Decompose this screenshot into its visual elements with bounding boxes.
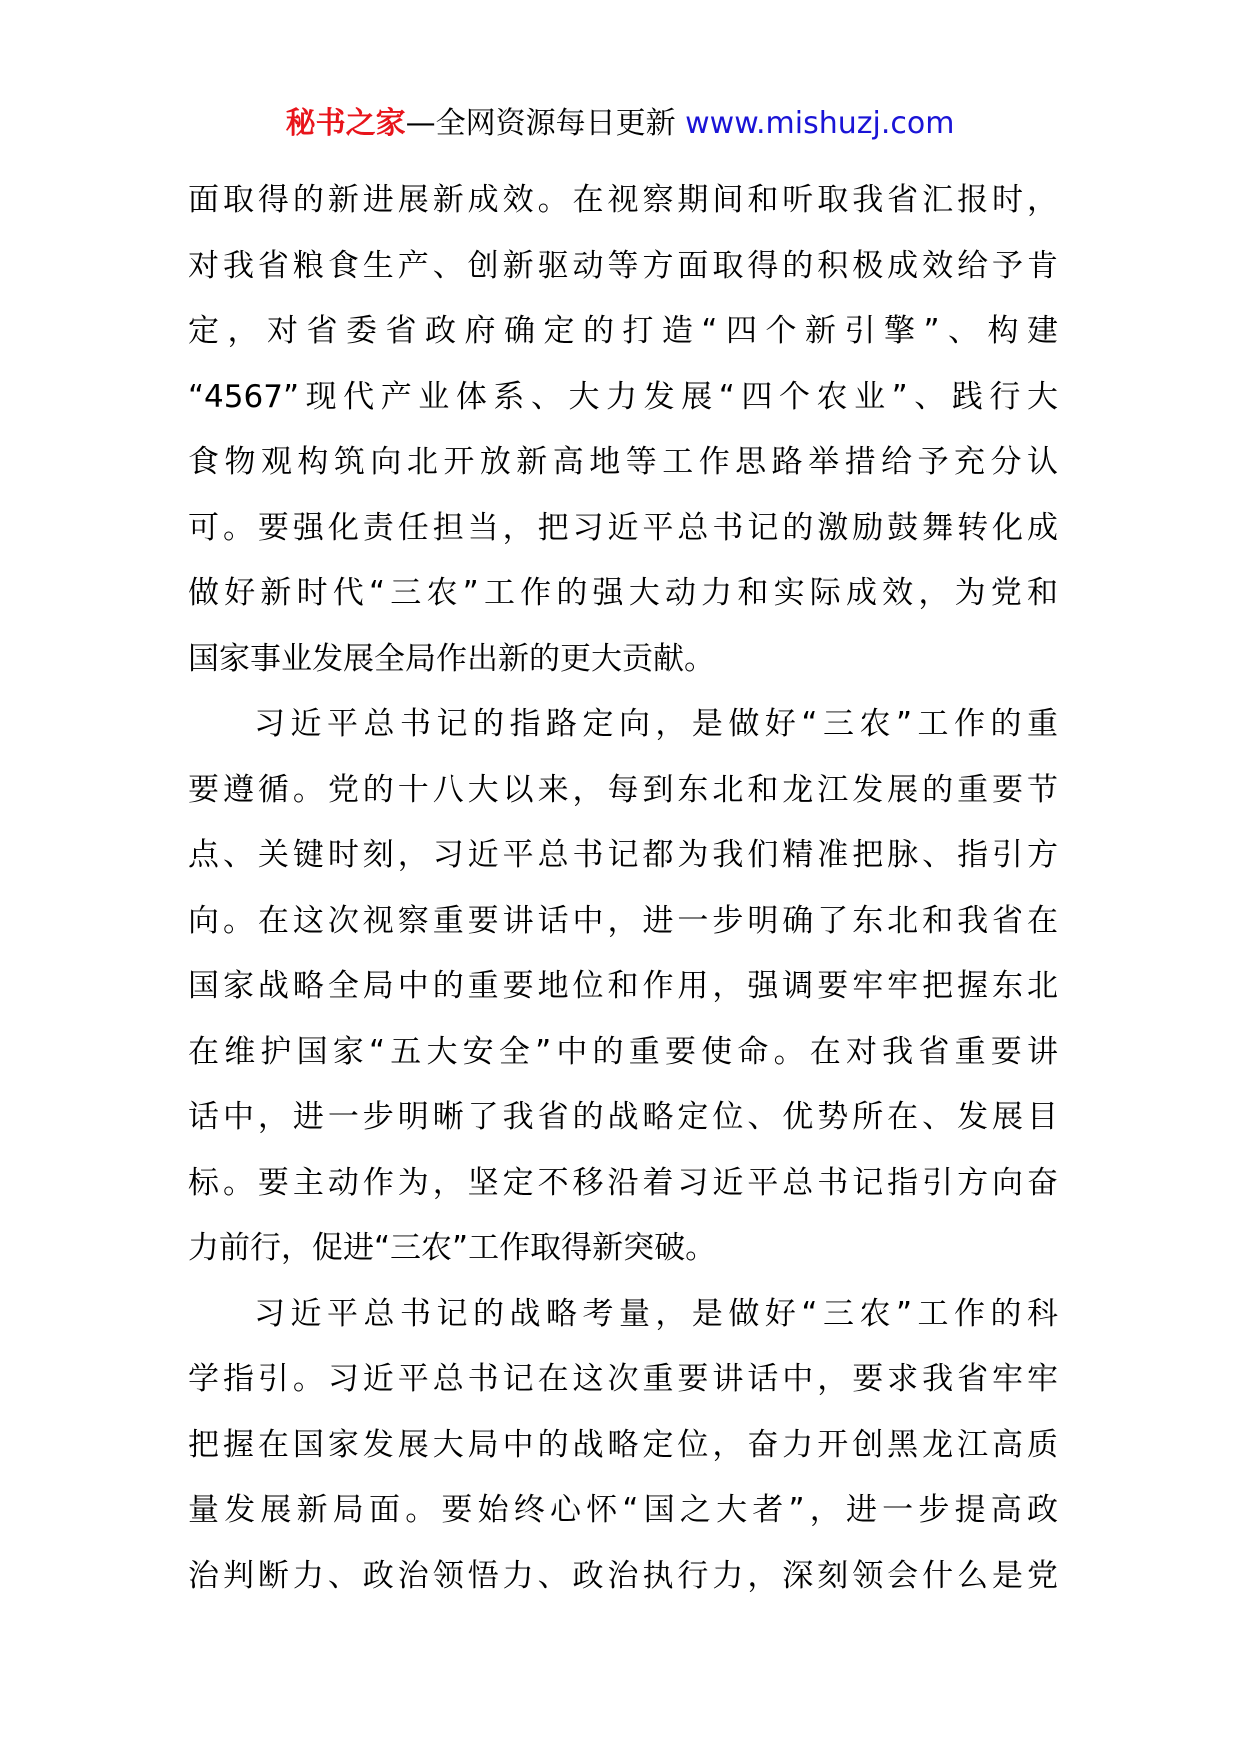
- text-line: 向。在这次视察重要讲话中，进一步明确了东北和我省在: [188, 902, 1058, 939]
- header-tagline: —全网资源每日更新: [405, 106, 686, 141]
- document-body: [188, 168, 1058, 1609]
- text-line: 量发展新局面。要始终心怀“国之大者”，进一步提高政: [188, 1492, 1058, 1528]
- paragraph-first-line: 习近平总书记的战略考量，是做好“三农”工作的科: [254, 1295, 1058, 1332]
- text-line: 定，对省委省政府确定的打造“四个新引擎”、构建: [188, 313, 1058, 349]
- text-line: 把握在国家发展大局中的战略定位，奋力开创黑龙江高质: [188, 1426, 1058, 1463]
- text-line: 话中，进一步明晰了我省的战略定位、优势所在、发展目: [188, 1099, 1058, 1135]
- text-line: 点、关键时刻，习近平总书记都为我们精准把脉、指引方: [188, 837, 1058, 873]
- header-site-url[interactable]: www.mishuzj.com: [685, 106, 955, 141]
- text-line: 标。要主动作为，坚定不移沿着习近平总书记指引方向奋: [188, 1164, 1058, 1201]
- text-line: 面取得的新进展新成效。在视察期间和听取我省汇报时，: [188, 182, 1058, 218]
- header-brand: 秘书之家: [285, 106, 406, 141]
- text-line: 学指引。习近平总书记在这次重要讲话中，要求我省牢牢: [188, 1361, 1058, 1397]
- text-line: 治判断力、政治领悟力、政治执行力，深刻领会什么是党: [188, 1557, 1058, 1594]
- page-header: [0, 104, 1240, 144]
- text-line: 做好新时代“三农”工作的强大动力和实际成效，为党和: [188, 575, 1058, 611]
- text-line: 国家战略全局中的重要地位和作用，强调要牢牢把握东北: [188, 968, 1058, 1004]
- text-line: 在维护国家“五大安全”中的重要使命。在对我省重要讲: [188, 1033, 1058, 1070]
- paragraph-first-line: 习近平总书记的指路定向，是做好“三农”工作的重: [254, 706, 1058, 742]
- text-line: 可。要强化责任担当，把习近平总书记的激励鼓舞转化成: [188, 509, 1058, 546]
- text-line: 国家事业发展全局作出新的更大贡献。: [188, 640, 715, 677]
- text-line: 对我省粮食生产、创新驱动等方面取得的积极成效给予肯: [188, 247, 1058, 284]
- text-line: 食物观构筑向北开放新高地等工作思路举措给予充分认: [188, 444, 1058, 480]
- text-line: 要遵循。党的十八大以来，每到东北和龙江发展的重要节: [188, 771, 1058, 808]
- text-line: 力前行，促进“三农”工作取得新突破。: [188, 1230, 717, 1266]
- text-line: “4567”现代产业体系、大力发展“四个农业”、践行大: [188, 378, 1058, 415]
